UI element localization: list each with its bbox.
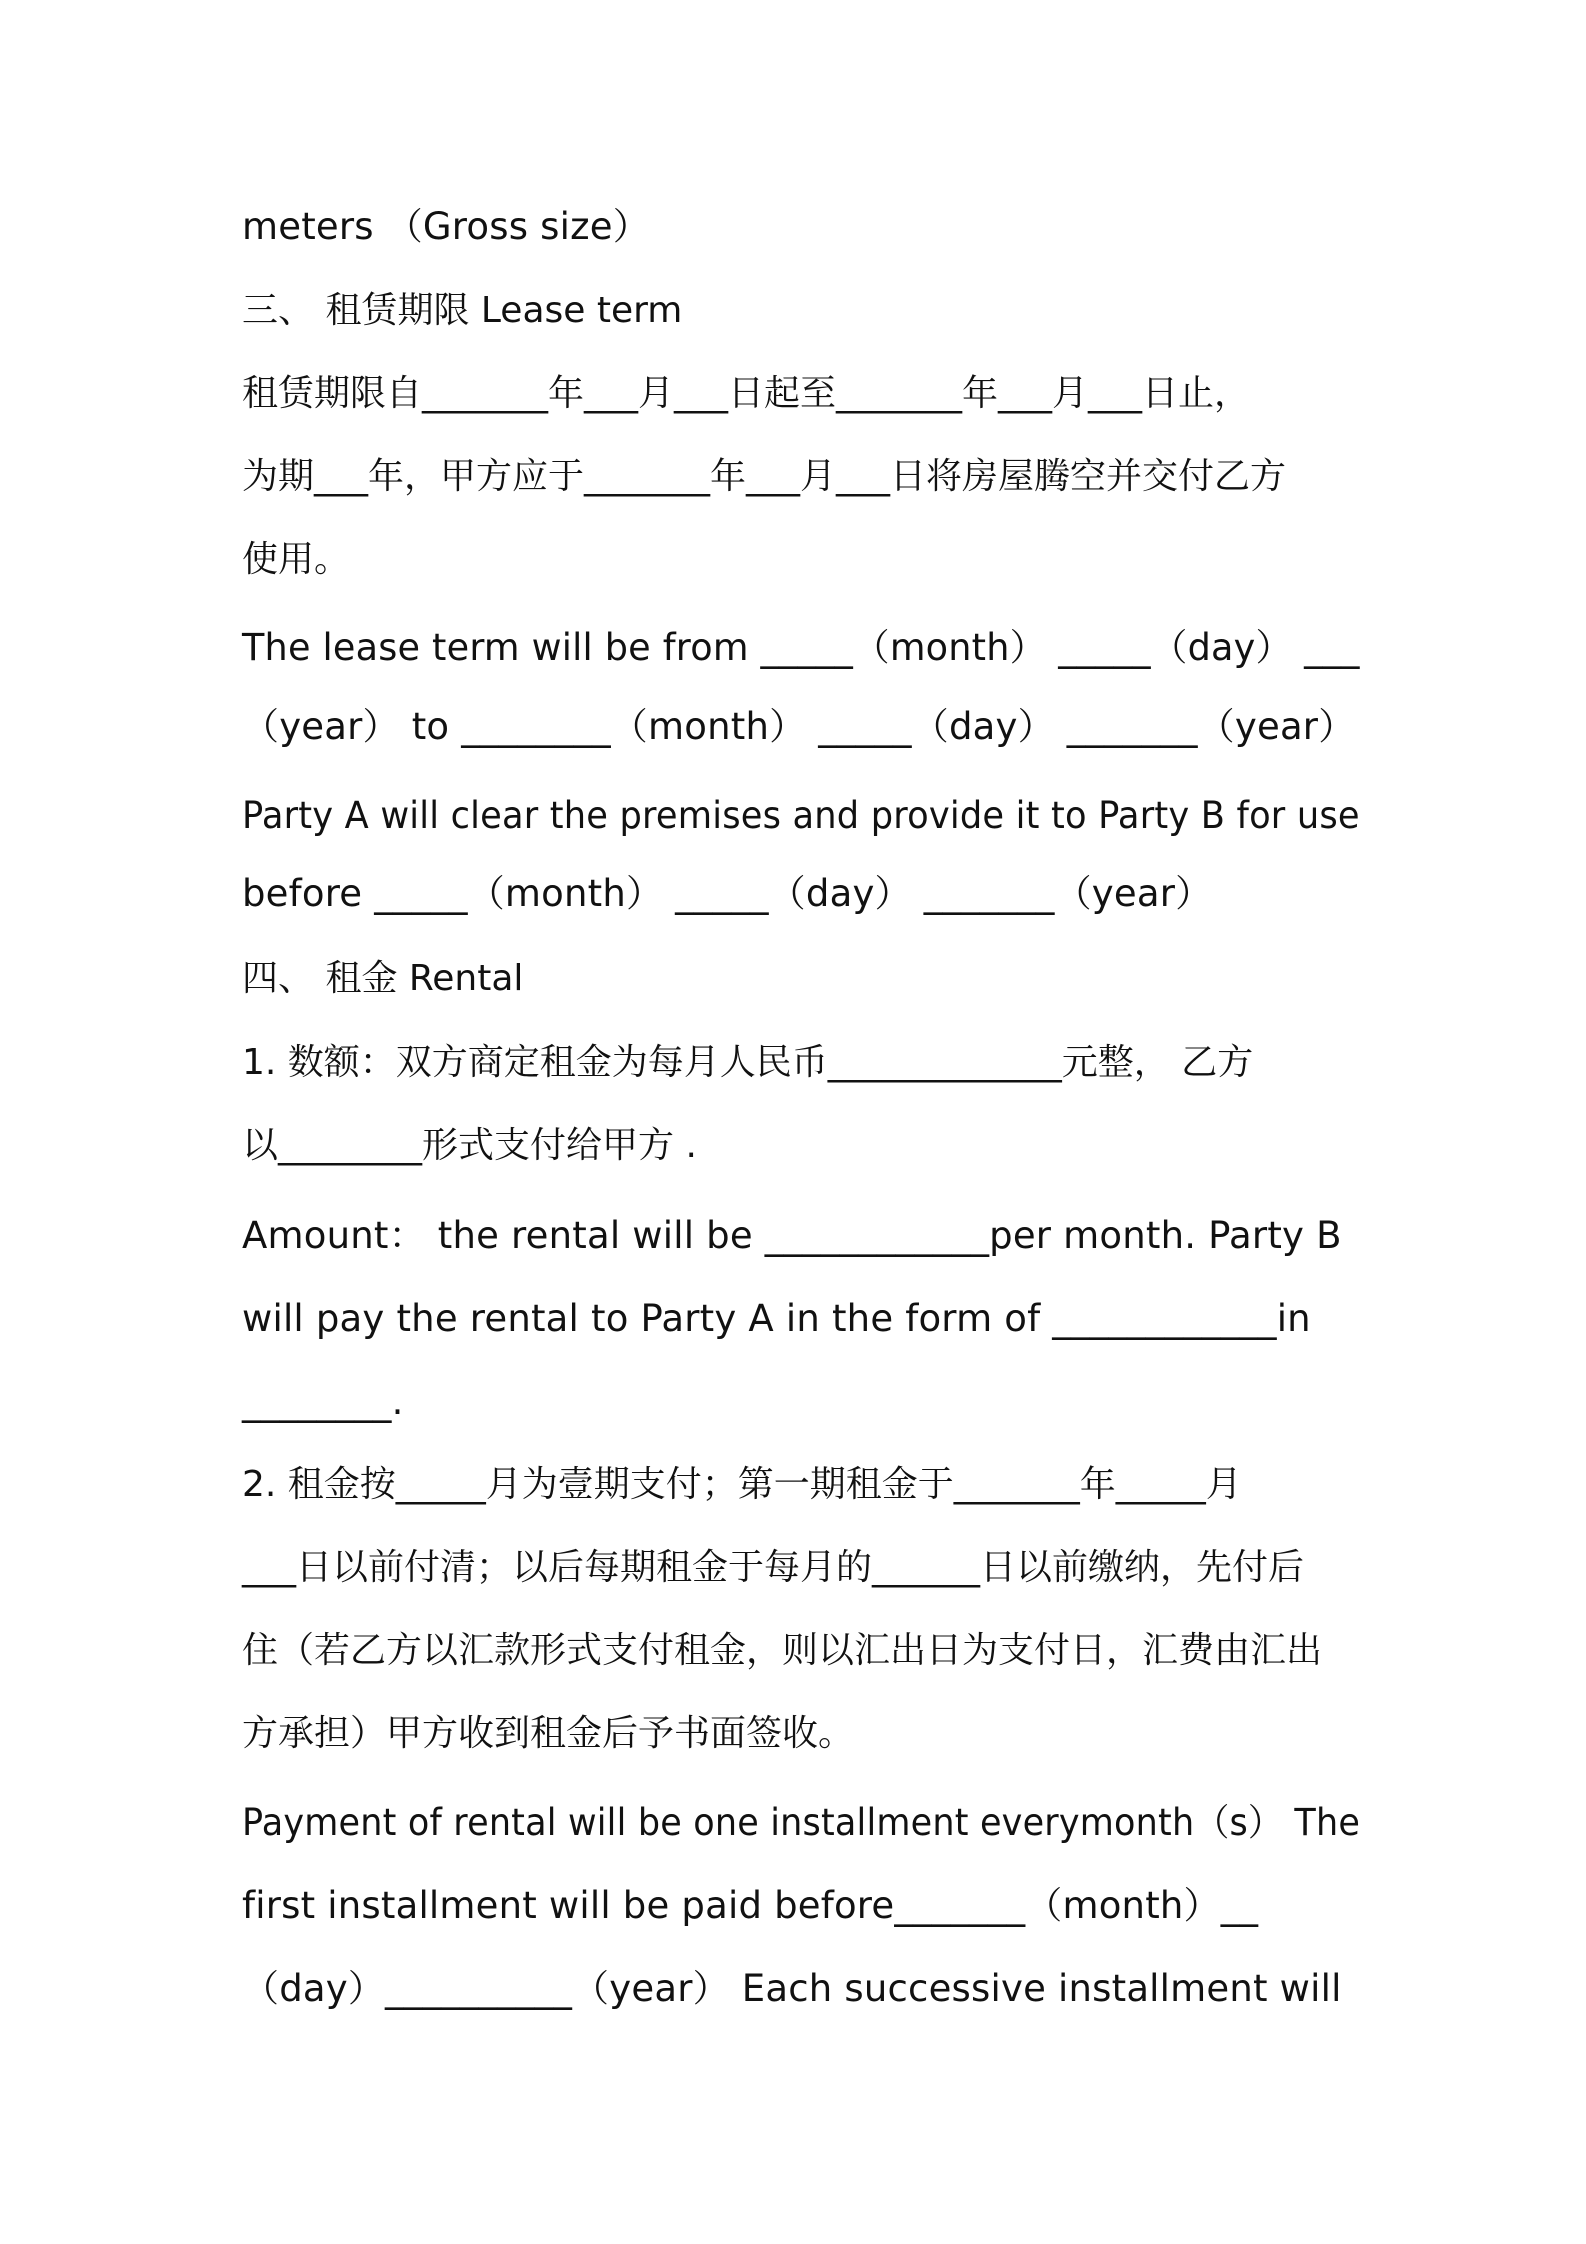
text-line: 租赁期限自_______年___月___日起至_______年___月___日止， [242,373,1251,414]
text-line: The lease term will be from _____（month） _____（day） ___ [242,626,1360,669]
text-line: ________. [242,1380,404,1423]
text-line: Amount： the rental will be ____________per month. Party B [242,1214,1342,1257]
text-line: 为期___年，甲方应于_______年___月___日将房屋腾空并交付乙方 [242,456,1287,497]
text-line: ___日以前付清；以后每期租金于每月的______日以前缴纳，先付后 [242,1547,1305,1588]
text-line: （year） to ________（month） _____（day） _______（year） [242,705,1356,748]
text-line: meters （Gross size） [242,205,650,248]
text-line: 使用。 [242,539,351,580]
text-line: 住（若乙方以汇款形式支付租金，则以汇出日为支付日，汇费由汇出 [242,1630,1323,1671]
text-line: first installment will be paid before_______（month）__ [242,1884,1259,1927]
text-line: 1. 数额：双方商定租金为每月人民币_____________元整， 乙方 [242,1042,1254,1083]
text-line: before _____（month） _____（day） _______（year） [242,872,1213,915]
section-heading-lease-term: 三、 租赁期限 Lease term [242,290,683,331]
text-line: Payment of rental will be one installment everymonth（s） The [242,1801,1361,1844]
text-line: Party A will clear the premises and provide it to Party B for use [242,794,1360,837]
text-line: 方承担）甲方收到租金后予书面签收。 [242,1713,855,1754]
text-line: will pay the rental to Party A in the form of ____________in [242,1297,1311,1340]
text-line: 2. 租金按_____月为壹期支付；第一期租金于_______年_____月 [242,1464,1242,1505]
text-line: 以________形式支付给甲方 . [242,1125,697,1166]
section-heading-rental: 四、 租金 Rental [242,958,524,999]
text-line: （day）__________（year） Each successive installment will [242,1967,1342,2010]
